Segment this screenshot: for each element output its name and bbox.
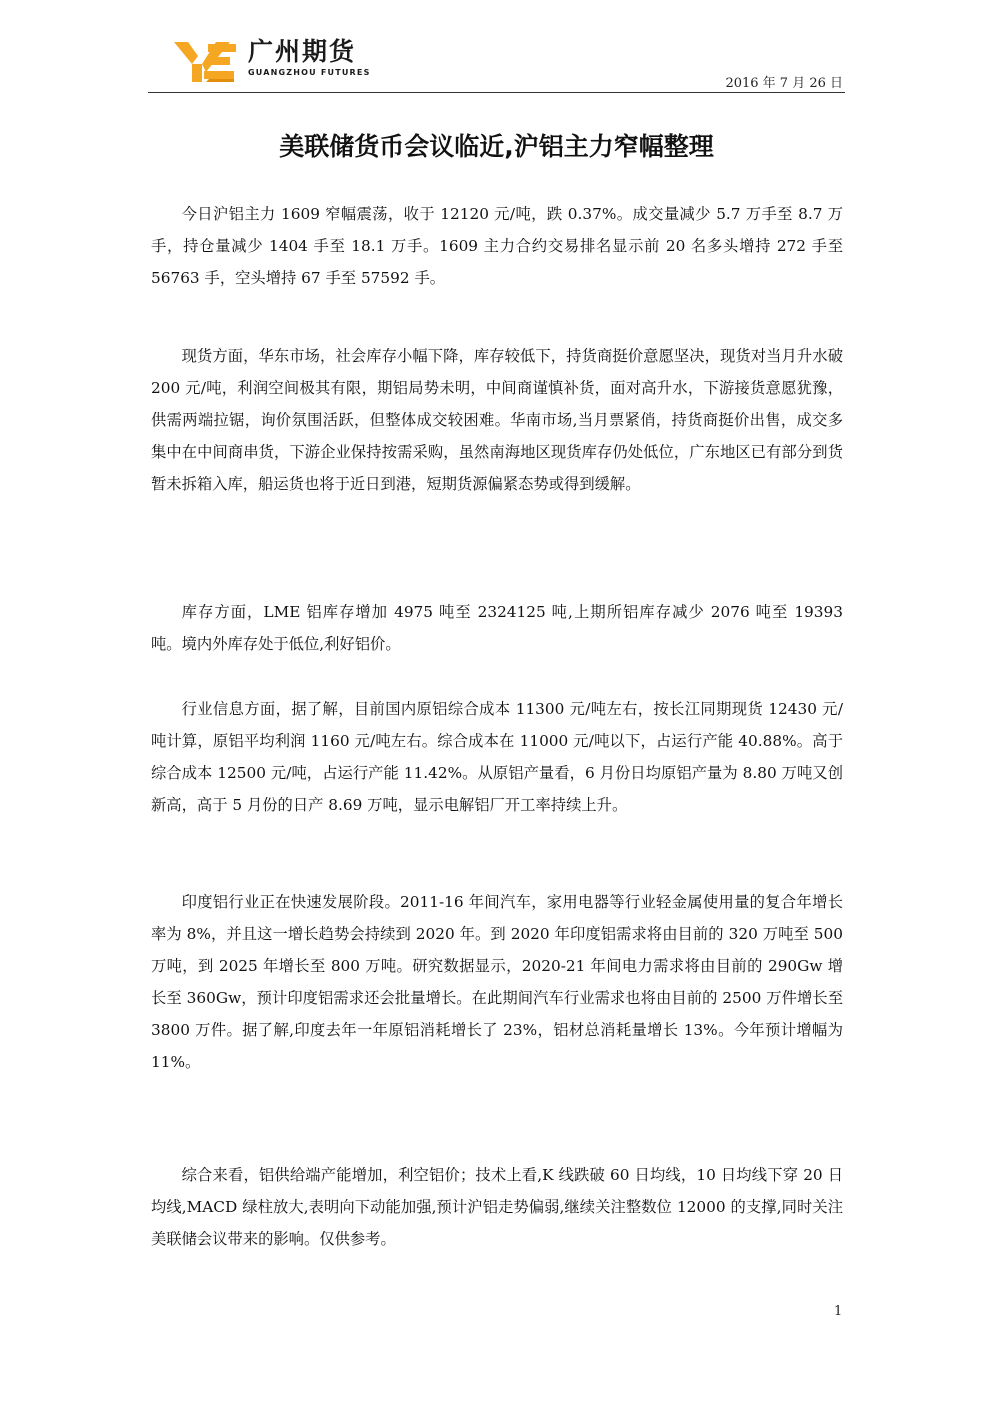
logo-chinese-name: 广州期货: [248, 37, 357, 66]
report-date: 2016 年 7 月 26 日: [725, 76, 843, 91]
guangzhou-futures-logo-icon: [172, 38, 238, 84]
document-header: [148, 30, 845, 94]
report-title: 美联储货币会议临近,沪铝主力窄幅整理: [279, 132, 714, 161]
paragraph-industry-info: 行业信息方面，据了解，目前国内原铝综合成本 11300 元/吨左右，按长江同期现货 12430 元/吨计算，原铝平均利润 1160 元/吨左右。综合成本在 11000 元/吨以下，占运行产能 40.88%。高于综合成本 12500 元/吨，占运行产能 11.42%。从原铝产量看，6 月份日均原铝产量为 8.80 万吨又创新高，高于 5 月份的日产 8.69 万吨，显示电解铝厂开工率持续上升。: [151, 700, 843, 814]
page-number: 1: [834, 1304, 843, 1319]
paragraph-india-aluminium: 印度铝行业正在快速发展阶段。2011-16 年间汽车，家用电器等行业轻金属使用量的复合年增长率为 8%，并且这一增长趋势会持续到 2020 年。到 2020 年印度铝需求将由目前的 320 万吨至 500 万吨，到 2025 年增长至 800 万吨。研究数据显示，2020-21 年间电力需求将由目前的 290Gw 增长至 360Gw，预计印度铝需求还会批量增长。在此期间汽车行业需求也将由目前的 2500 万件增长至 3800 万件。据了解,印度去年一年原铝消耗增长了 23%，铝材总消耗量增长 13%。今年预计增幅为 11%。: [151, 893, 843, 1071]
paragraph-spot-market: 现货方面，华东市场，社会库存小幅下降，库存较低下，持货商挺价意愿坚决，现货对当月升水破 200 元/吨，利润空间极其有限，期铝局势未明，中间商谨慎补货，面对高升水，下游接货意愿犹豫，供需两端拉锯，询价氛围活跃，但整体成交较困难。华南市场,当月票紧俏，持货商挺价出售，成交多集中在中间商串货，下游企业保持按需采购，虽然南海地区现货库存仍处低位，广东地区已有部分到货暂未拆箱入库，船运货也将于近日到港，短期货源偏紧态势或得到缓解。: [151, 347, 843, 493]
paragraph-inventory: 库存方面，LME 铝库存增加 4975 吨至 2324125 吨,上期所铝库存减少 2076 吨至 19393 吨。境内外库存处于低位,利好铝价。: [151, 603, 843, 653]
logo-english-name: GUANGZHOU FUTURES: [248, 68, 371, 77]
paragraph-market-summary: 今日沪铝主力 1609 窄幅震荡，收于 12120 元/吨，跌 0.37%。成交量减少 5.7 万手至 8.7 万手，持仓量减少 1404 手至 18.1 万手。1609 主力合约交易排名显示前 20 名多头增持 272 手至 56763 手，空头增持 67 手至 57592 手。: [151, 205, 843, 287]
header-divider: [148, 92, 845, 93]
logo-text: [248, 38, 371, 79]
paragraph-conclusion: 综合来看，铝供给端产能增加，利空铝价；技术上看,K 线跌破 60 日均线，10 日均线下穿 20 日均线,MACD 绿柱放大,表明向下动能加强,预计沪铝走势偏弱,继续关注整数位 12000 的支撑,同时关注美联储会议带来的影响。仅供参考。: [151, 1166, 843, 1248]
